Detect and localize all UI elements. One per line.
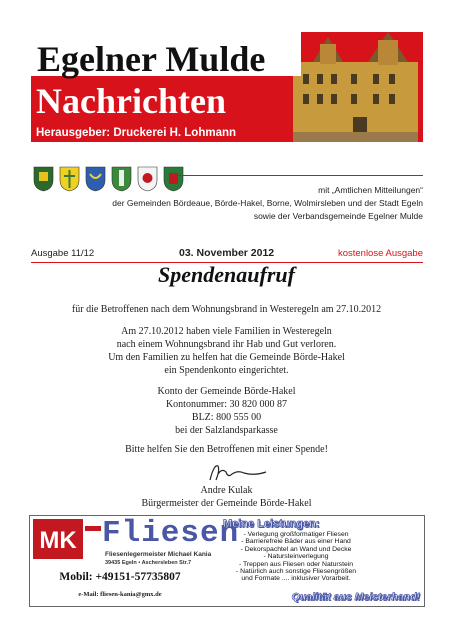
signer-name: Andre Kulak — [200, 485, 253, 496]
subtitle-line2: der Gemeinden Bördeaue, Börde-Hakel, Borne, Wolmirsleben und der Stadt Egeln — [112, 198, 423, 208]
text-line: BLZ: 800 555 00 — [191, 412, 262, 423]
list-item: - Barrierefreie Bäder aus einer Hand — [241, 538, 351, 546]
ad-services-list — [206, 531, 386, 583]
subtitle-line1: mit „Amtlichen Mitteilungen“ — [318, 185, 423, 195]
text-line: Kontonummer: 30 820 000 87 — [165, 399, 288, 410]
issue-number: Ausgabe 11/12 — [31, 248, 95, 259]
issue-bar — [31, 246, 423, 262]
text-line: ein Spendenkonto eingerichtet. — [164, 365, 289, 376]
masthead-title-line2: Nachrichten — [36, 81, 226, 121]
article-paragraph — [0, 325, 453, 377]
article-headline: Spendenaufruf — [158, 262, 295, 287]
brand-dash — [85, 526, 101, 531]
crest-icon — [33, 166, 54, 192]
crest-icon — [59, 166, 80, 192]
issue-price: kostenlose Ausgabe — [337, 248, 423, 259]
crest-icon — [137, 166, 158, 192]
issue-date: 03. November 2012 — [179, 247, 275, 259]
signer-title: Bürgermeister der Gemeinde Börde-Hakel — [141, 498, 312, 509]
list-item: und Formate .... inklusiver Vorarbeit. — [241, 575, 351, 583]
publisher-label: Herausgeber: Druckerei H. Lohmann — [36, 127, 237, 139]
text-line: Am 27.10.2012 haben viele Familien in Westeregeln — [121, 326, 332, 337]
signer-block — [0, 484, 453, 510]
article-intro: für die Betroffenen nach dem Wohnungsbrand in Westeregeln am 27.10.2012 — [71, 304, 382, 315]
text-line: Um den Familien zu helfen hat die Gemeinde Börde-Hakel — [108, 352, 345, 363]
masthead-title-box — [31, 32, 301, 79]
list-item: - Treppen aus Fliesen oder Naturstein — [238, 560, 354, 568]
ad-mobile-number: Mobil: +49151-57735807 — [59, 571, 181, 583]
crest-icon — [85, 166, 106, 192]
crest-icon — [163, 166, 184, 192]
signature — [208, 460, 268, 484]
list-item: - Natürlich auch sonstige Fliesengrößen — [235, 568, 357, 576]
ad-email: e-Mail: fliesen-kania@gmx.de — [78, 591, 162, 598]
ad-brand-name: Fliesen — [102, 516, 240, 551]
list-item: - Dekorspachtel an Wand und Decke — [240, 545, 352, 553]
list-item: - Verlegung großformatiger Fliesen — [243, 531, 349, 538]
text-line: bei der Salzlandsparkasse — [175, 425, 278, 436]
donation-appeal: Bitte helfen Sie den Betroffenen mit einer Spende! — [125, 444, 328, 455]
list-item: - Natursteinverlegung — [263, 553, 329, 561]
text-line: nach einem Wohnungsbrand ihr Hab und Gut verloren. — [116, 339, 337, 350]
company-logo — [33, 519, 83, 559]
municipal-crests — [33, 166, 184, 192]
masthead-rule — [178, 175, 423, 176]
svg-text:MK: MK — [39, 527, 77, 554]
text-line: Konto der Gemeinde Börde-Hakel — [157, 386, 296, 397]
masthead-title-line1: Egelner Mulde — [37, 39, 266, 79]
ad-services-title: Meine Leistungen: — [223, 518, 320, 530]
crest-icon — [111, 166, 132, 192]
ad-address: 39435 Egeln • Aschersleben Str.7 — [105, 560, 192, 566]
advertisement — [29, 515, 425, 607]
subtitle-line3: sowie der Verbandsgemeinde Egelner Mulde — [253, 211, 423, 221]
bank-account-details — [0, 385, 453, 437]
ad-master-title: Fliesenlegermeister Michael Kania — [105, 551, 212, 558]
ad-slogan: Qualität aus Meisterhand! — [291, 591, 420, 603]
